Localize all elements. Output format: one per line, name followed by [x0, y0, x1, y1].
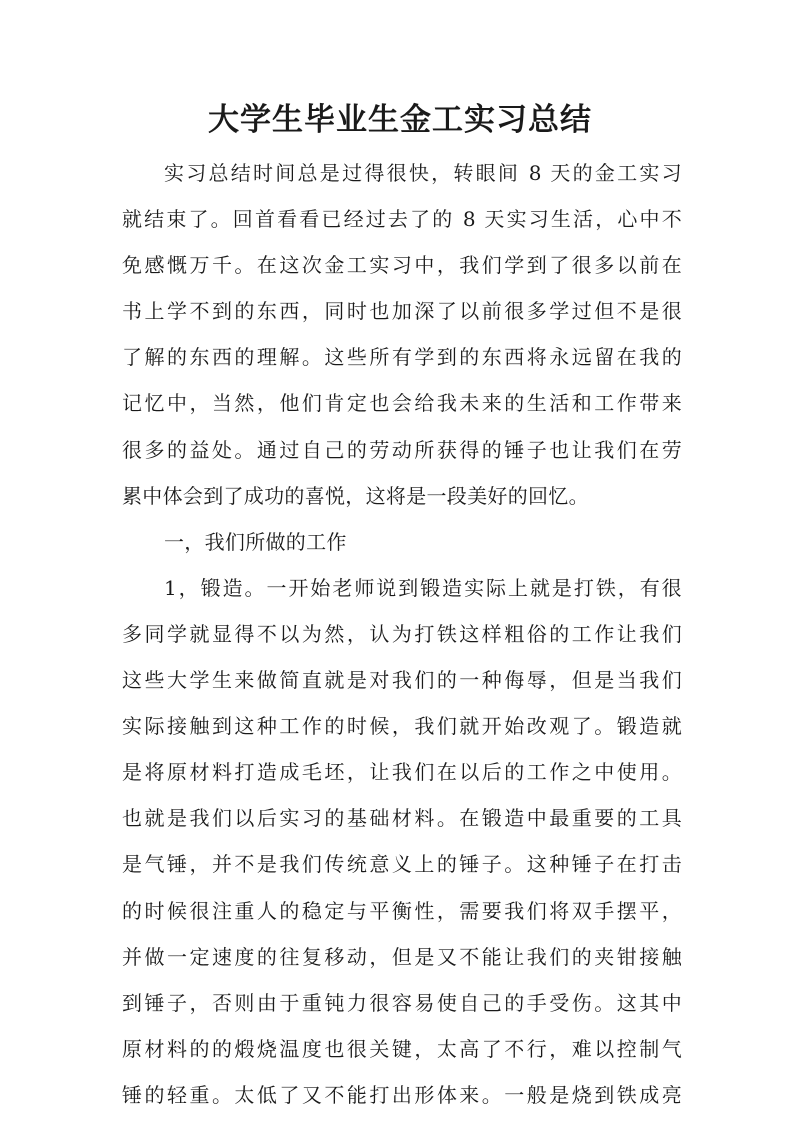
paragraph-line: 累中体会到了成功的喜悦，这将是一段美好的回忆。 [122, 483, 589, 508]
paragraph-line: 就结束了。回首看看已经过去了的 8 天实习生活，心中不 [122, 207, 682, 232]
document-title: 大学生毕业生金工实习总结 [208, 102, 592, 138]
paragraph-line: 实际接触到这种工作的时候，我们就开始改观了。锻造就 [122, 714, 682, 739]
paragraph-line: 多同学就显得不以为然，认为打铁这样粗俗的工作让我们 [122, 621, 682, 646]
section-heading-text: 一，我们所做的工作 [164, 529, 347, 554]
paragraph-line: 锤的轻重。太低了又不能打出形体来。一般是烧到铁成亮 [122, 1082, 682, 1107]
paragraph-line: 很多的益处。通过自己的劳动所获得的锤子也让我们在劳 [122, 437, 682, 462]
paragraph-line: 免感慨万千。在这次金工实习中，我们学到了很多以前在 [122, 253, 682, 278]
paragraph-line: 到锤子，否则由于重钝力很容易使自己的手受伤。这其中 [122, 990, 682, 1015]
paragraph-line: 也就是我们以后实习的基础材料。在锻造中最重要的工具 [122, 806, 682, 831]
paragraph-line: 是气锤，并不是我们传统意义上的锤子。这种锤子在打击 [122, 852, 682, 877]
section-heading [122, 519, 682, 565]
document-body [122, 150, 682, 1118]
paragraph-forging [122, 565, 682, 1118]
paragraph-line: 了解的东西的理解。这些所有学到的东西将永远留在我的 [122, 345, 682, 370]
paragraph-line: 这些大学生来做简直就是对我们的一种侮辱，但是当我们 [122, 668, 682, 693]
paragraph-line: 记忆中，当然，他们肯定也会给我未来的生活和工作带来 [122, 391, 682, 416]
paragraph-line: 并做一定速度的往复移动，但是又不能让我们的夹钳接触 [122, 944, 682, 969]
paragraph-line: 实习总结时间总是过得很快，转眼间 8 天的金工实习 [164, 161, 682, 185]
paragraph-intro [122, 150, 682, 519]
paragraph-line: 原材料的的煅烧温度也很关键，太高了不行，难以控制气 [122, 1036, 682, 1061]
paragraph-line: 的时候很注重人的稳定与平衡性，需要我们将双手摆平， [122, 898, 682, 923]
paragraph-line: 1，锻造。一开始老师说到锻造实际上就是打铁，有很 [164, 575, 682, 600]
paragraph-line: 书上学不到的东西，同时也加深了以前很多学过但不是很 [122, 299, 682, 324]
paragraph-line: 是将原材料打造成毛坯，让我们在以后的工作之中使用。 [122, 760, 682, 785]
